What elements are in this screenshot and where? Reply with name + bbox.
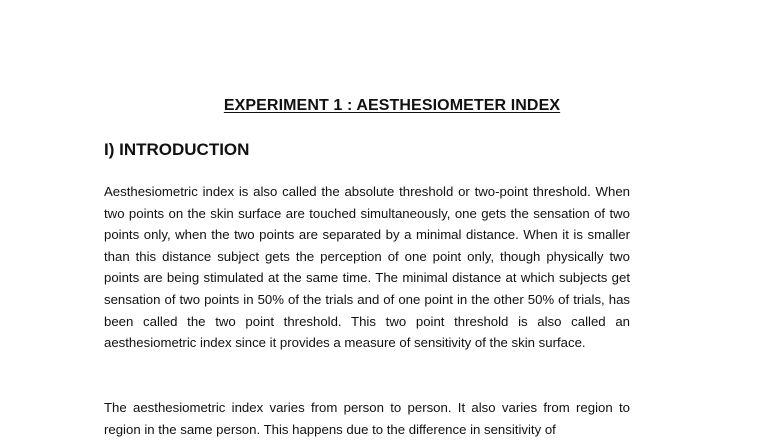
introduction-paragraph-1: Aesthesiometric index is also called the absolute threshold or two-point threshold. When two points on the skin surface are touched simultaneously, one gets the sensation of two points only, when the two points are separated by a minimal distance. When it is smaller than this distance subject gets the perception of one point only, though physically two points are being stimulated at the same time. The minimal distance at which subjects get sensation of two points in 50% of the trials and of one point in the other 50% of trials, has been called the two point threshold. This two point threshold is also called an aesthesiometric index since it provides a measure of sensitivity of the skin surface.: [104, 184, 630, 351]
section-heading-introduction: I) INTRODUCTION: [104, 140, 250, 159]
introduction-paragraph-2: The aesthesiometric index varies from person to person. It also varies from region to region in the same person. This happens due to the difference in sensitivity of: [104, 400, 630, 437]
page-title: EXPERIMENT 1 : AESTHESIOMETER INDEX: [223, 97, 561, 114]
